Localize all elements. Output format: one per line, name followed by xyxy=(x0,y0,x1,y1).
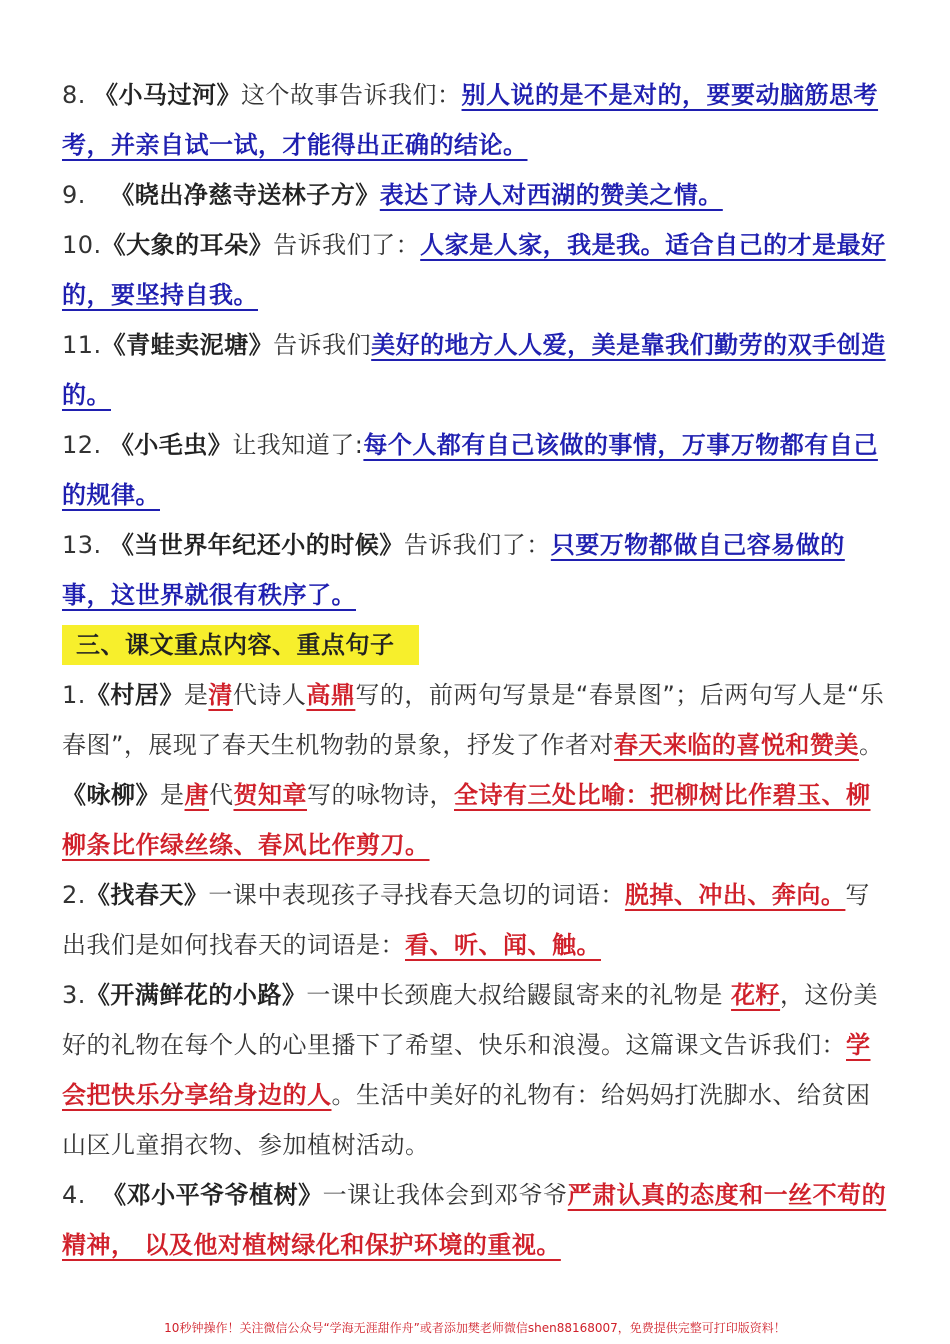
key-point: 2.《找春天》一课中表现孩子寻找春天急切的词语：脱掉、冲出、奔向。写出我们是如何找春天的词语是：看、听、闻、触。 xyxy=(62,881,870,959)
answer-text: 表达了诗人对西湖的赞美之情。 xyxy=(379,181,723,209)
answer-text: 别人说的是不是对的，要要动脑筋思考考，并亲自试一试，才能得出正确的结论。 xyxy=(62,81,879,159)
lesson-title: 《大象的耳朵》 xyxy=(101,231,274,259)
answer-text: 只要万物都做自己容易做的事，这世界就很有秩序了。 xyxy=(62,531,845,609)
list-item: 10.《大象的耳朵》告诉我们了：人家是人家，我是我。适合自己的才是最好的，要坚持自我。 xyxy=(62,231,886,309)
answer-text: 美好的地方人人爱，美是靠我们勤劳的双手创造的。 xyxy=(62,331,886,409)
list-item: 11.《青蛙卖泥塘》告诉我们美好的地方人人爱，美是靠我们勤劳的双手创造的。 xyxy=(62,331,886,409)
list-item: 12. 《小毛虫》让我知道了:每个人都有自己该做的事情，万事万物都有自己的规律。 xyxy=(62,431,878,509)
answer-text: 每个人都有自己该做的事情，万事万物都有自己的规律。 xyxy=(62,431,878,509)
list-item: 9. 《晓出净慈寺送林子方》表达了诗人对西湖的赞美之情。 xyxy=(62,181,723,209)
key-point: 4. 《邓小平爷爷植树》一课让我体会到邓爷爷严肃认真的态度和一丝不苟的精神， 以及他对植树绿化和保护环境的重视。 xyxy=(62,1181,887,1259)
key-point: 1.《村居》是清代诗人高鼎写的，前两句写景是“春景图”；后两句写人是“乐春图”，展现了春天生机物勃的景象，抒发了作者对春天来临的喜悦和赞美。 《咏柳》是唐代贺知章写的咏物诗，全诗有三处比喻：把柳树比作碧玉、柳柳条比作绿丝绦、春风比作剪刀。 xyxy=(62,681,885,859)
list-item: 13. 《当世界年纪还小的时候》告诉我们了：只要万物都做自己容易做的事，这世界就很有秩序了。 xyxy=(62,531,845,609)
lesson-title: 《当世界年纪还小的时候》 xyxy=(109,531,404,559)
lesson-title: 《小马过河》 xyxy=(94,81,242,109)
answer-text: 人家是人家，我是我。适合自己的才是最好的，要坚持自我。 xyxy=(62,231,886,309)
key-point: 3.《开满鲜花的小路》一课中长颈鹿大叔给鼹鼠寄来的礼物是 花籽，这份美好的礼物在每个人的心里播下了希望、快乐和浪漫。这篇课文告诉我们：学会把快乐分享给身边的人。生活中美好的礼物有：给妈妈打洗脚水、给贫困山区儿童捐衣物、参加植树活动。 xyxy=(62,981,879,1159)
section-heading: 三、课文重点内容、重点句子 xyxy=(62,625,419,665)
footer-promo: 10秒钟操作！关注微信公众号“学海无涯甜作舟”或者添加樊老师微信shen88168007，免费提供完整可打印版资料！ xyxy=(164,1321,786,1335)
lesson-title: 《小毛虫》 xyxy=(109,431,233,459)
list-item: 8. 《小马过河》这个故事告诉我们：别人说的是不是对的，要要动脑筋思考考，并亲自试一试，才能得出正确的结论。 xyxy=(62,81,879,159)
lesson-title: 《青蛙卖泥塘》 xyxy=(101,331,274,359)
lesson-title: 《晓出净慈寺送林子方》 xyxy=(110,181,380,209)
document-body xyxy=(62,70,888,1270)
